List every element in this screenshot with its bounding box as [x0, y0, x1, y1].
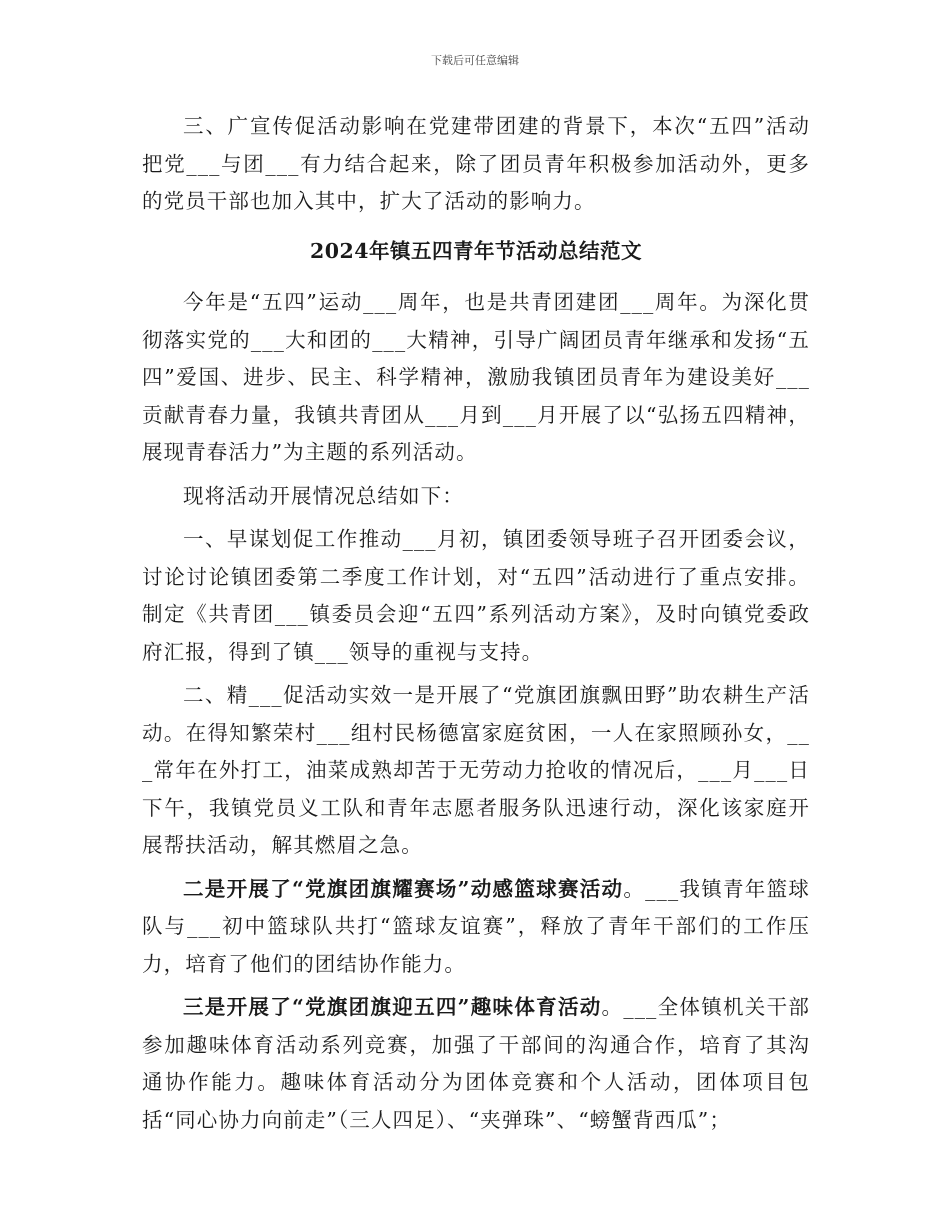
paragraph-5-rest: 。___我镇青年篮球队与___初中篮球队共打“篮球友谊赛”，释放了青年干部们的工作压力，培育了他们的团结协作能力。 — [142, 876, 810, 976]
paragraph-3: 一、早谋划促工作推动___月初，镇团委领导班子召开团委会议，讨论讨论镇团委第二季度工作计划，对“五四”活动进行了重点安排。制定《共青团___镇委员会迎“五四”系列活动方案》，及时向镇党委政府汇报，得到了镇___领导的重视与支持。 — [142, 527, 810, 664]
document-body — [142, 108, 810, 1139]
paragraph-6-rest: 。___全体镇机关干部参加趣味体育活动系列竞赛，加强了干部间的沟通合作，培育了其沟通协作能力。趣味体育活动分为团体竞赛和个人活动，团体项目包括“同心协力向前走”（三人四足）、“夹弹珠”、“螃蟹背西瓜”； — [142, 995, 810, 1132]
paragraph-6-lead: 三是开展了“党旗团旗迎五四”趣味体育活动 — [183, 995, 602, 1019]
paragraph-5-lead: 二是开展了“党旗团旗耀赛场”动感篮球赛活动 — [183, 876, 624, 901]
document-title: 2024年镇五四青年节活动总结范文 — [309, 238, 643, 263]
paragraph-intro: 三、广宣传促活动影响在党建带团建的背景下，本次“五四”活动把党___与团___有力结合起来，除了团员青年积极参加活动外，更多的党员干部也加入其中，扩大了活动的影响力。 — [142, 114, 810, 213]
header-note: 下载后可任意编辑 — [431, 54, 519, 67]
paragraph-1: 今年是“五四”运动___周年，也是共青团建团___周年。为深化贯彻落实党的___大和团的___大精神，引导广阔团员青年继承和发扬“五四”爱国、进步、民主、科学精神，激励我镇团员青年为建设美好___贡献青春力量，我镇共青团从___月到___月开展了以“弘扬五四精神，展现青春活力”为主题的系列活动。 — [142, 290, 810, 464]
paragraph-2: 现将活动开展情况总结如下： — [183, 483, 464, 508]
paragraph-4: 二、精___促活动实效一是开展了“党旗团旗飘田野”助农耕生产活动。在得知繁荣村___组村民杨德富家庭贫困，一人在家照顾孙女，___常年在外打工，油菜成熟却苦于无劳动力抢收的情况后，___月___日下午，我镇党员义工队和青年志愿者服务队迅速行动，深化该家庭开展帮扶活动，解其燃眉之急。 — [142, 683, 810, 857]
paragraph-5 — [142, 871, 810, 984]
paragraph-6 — [142, 989, 810, 1139]
